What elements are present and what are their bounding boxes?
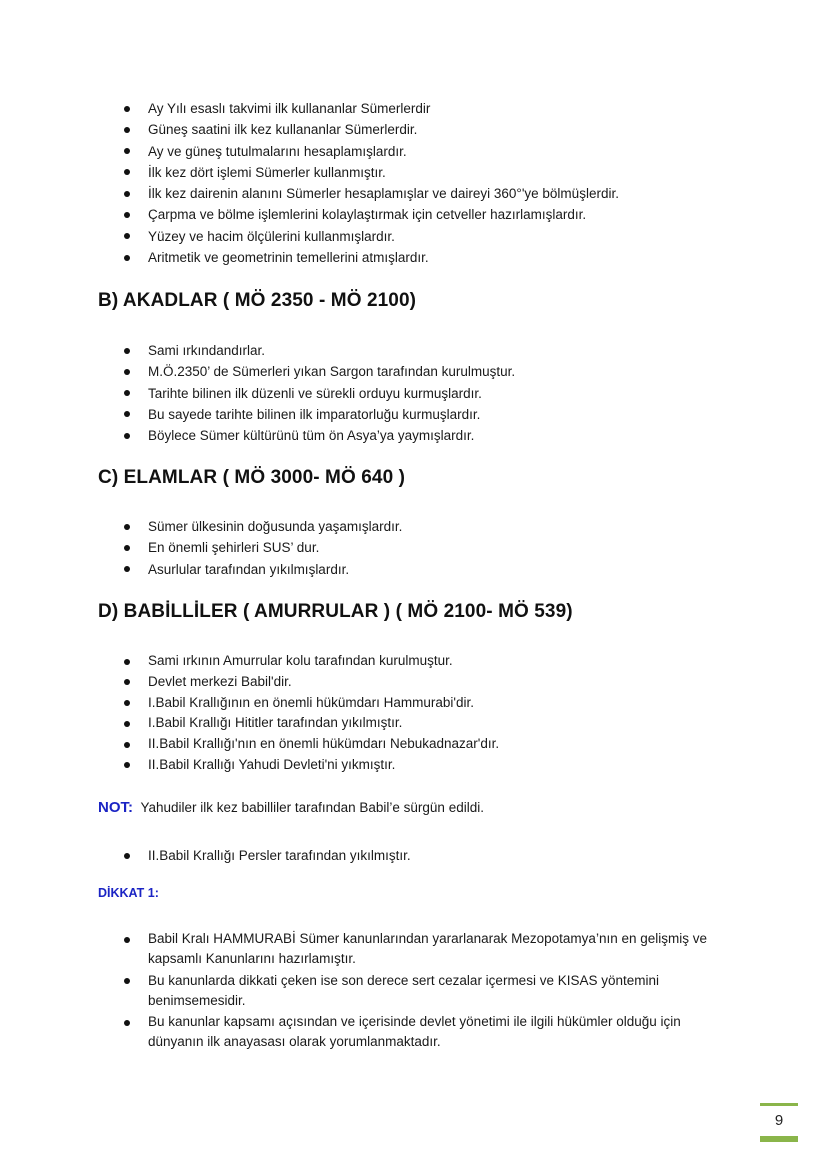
list-item: I.Babil Krallığı Hititler tarafından yıkılmıştır. [122, 713, 722, 734]
note-label: NOT: [98, 799, 133, 816]
list-item: Ay ve güneş tutulmalarını hesaplamışlardır. [122, 141, 722, 162]
list-item: II.Babil Krallığı Yahudi Devleti'ni yıkmıştır. [122, 755, 722, 776]
dikkat-label: DİKKAT 1: [98, 886, 159, 900]
list-item: II.Babil Krallığı'nın en önemli hükümdarı Nebukadnazar'dır. [122, 734, 722, 755]
akadlar-list [122, 340, 722, 446]
dikkat-list [122, 929, 707, 1054]
after-note-list [122, 845, 722, 866]
list-item: Sami ırkındandırlar. [122, 340, 722, 361]
page-number-bottom-bar [760, 1136, 798, 1142]
list-item: Aritmetik ve geometrinin temellerini atmışlardır. [122, 247, 722, 268]
elamlar-list [122, 516, 722, 580]
page-number: 9 [774, 1112, 784, 1129]
list-item: Güneş saatini ilk kez kullananlar Sümerlerdir. [122, 119, 722, 140]
list-item: I.Babil Krallığının en önemli hükümdarı Hammurabi'dir. [122, 693, 722, 714]
akadlar-heading: B) AKADLAR ( MÖ 2350 - MÖ 2100) [98, 290, 417, 311]
intro-list [122, 98, 722, 268]
list-item: Sami ırkının Amurrular kolu tarafından kurulmuştur. [122, 651, 722, 672]
list-item: Yüzey ve hacim ölçülerini kullanmışlardır. [122, 226, 722, 247]
list-item: Böylece Sümer kültürünü tüm ön Asya’ya yaymışlardır. [122, 425, 722, 446]
note-paragraph [98, 799, 484, 816]
elamlar-heading: C) ELAMLAR ( MÖ 3000- MÖ 640 ) [98, 467, 406, 488]
list-item: Ay Yılı esaslı takvimi ilk kullananlar Sümerlerdir [122, 98, 722, 119]
list-item: Bu kanunlarda dikkati çeken ise son derece sert cezalar içermesi ve KISAS yöntemini benimsemesidir. [122, 971, 707, 1011]
list-item: Babil Kralı HAMMURABİ Sümer kanunlarından yararlanarak Mezopotamya’nın en gelişmiş ve kapsamlı Kanunlarını hazırlamıştır. [122, 929, 707, 969]
note-text: Yahudiler ilk kez babilliler tarafından Babil’e sürgün edildi. [140, 800, 484, 815]
list-item: M.Ö.2350’ de Sümerleri yıkan Sargon tarafından kurulmuştur. [122, 361, 722, 382]
list-item: Çarpma ve bölme işlemlerini kolaylaştırmak için cetveller hazırlamışlardır. [122, 204, 722, 225]
list-item: Bu kanunlar kapsamı açısından ve içerisinde devlet yönetimi ile ilgili hükümler olduğu için dünyanın ilk anayasası olarak yorumlanmaktadır. [122, 1012, 707, 1052]
list-item: Bu sayede tarihte bilinen ilk imparatorluğu kurmuşlardır. [122, 404, 722, 425]
list-item: İlk kez dört işlemi Sümerler kullanmıştır. [122, 162, 722, 183]
babilliler-heading: D) BABİLLİLER ( AMURRULAR ) ( MÖ 2100- MÖ 539) [98, 601, 573, 622]
list-item: İlk kez dairenin alanını Sümerler hesaplamışlar ve daireyi 360°'ye bölmüşlerdir. [122, 183, 722, 204]
list-item: Devlet merkezi Babil'dir. [122, 672, 722, 693]
list-item: II.Babil Krallığı Persler tarafından yıkılmıştır. [122, 845, 722, 866]
page-number-box [760, 1103, 798, 1142]
babilliler-list [122, 651, 722, 776]
list-item: Sümer ülkesinin doğusunda yaşamışlardır. [122, 516, 722, 537]
list-item: Asurlular tarafından yıkılmışlardır. [122, 559, 722, 580]
list-item: Tarihte bilinen ilk düzenli ve sürekli orduyu kurmuşlardır. [122, 383, 722, 404]
list-item: En önemli şehirleri SUS’ dur. [122, 537, 722, 558]
